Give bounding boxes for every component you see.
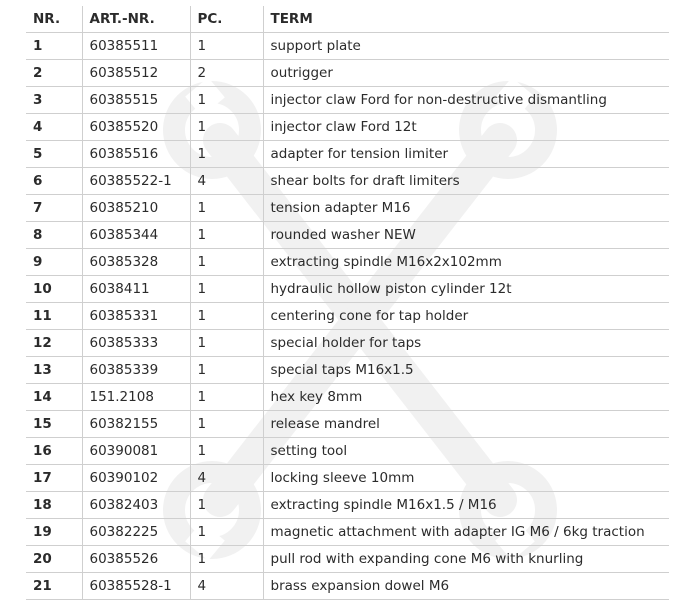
table-row — [26, 357, 669, 384]
row-term: support plate — [263, 33, 669, 60]
row-art-nr: 60385512 — [82, 60, 190, 87]
row-nr: 19 — [26, 519, 82, 546]
header-pc: PC. — [190, 6, 263, 33]
row-pc: 1 — [190, 33, 263, 60]
row-term: brass expansion dowel M6 — [263, 573, 669, 600]
table-row — [26, 519, 669, 546]
table-row — [26, 87, 669, 114]
row-pc: 1 — [190, 249, 263, 276]
table-row — [26, 195, 669, 222]
row-pc: 1 — [190, 492, 263, 519]
row-art-nr: 60385516 — [82, 141, 190, 168]
row-art-nr: 60390081 — [82, 438, 190, 465]
row-art-nr: 60385511 — [82, 33, 190, 60]
row-pc: 1 — [190, 519, 263, 546]
row-art-nr: 60385520 — [82, 114, 190, 141]
row-nr: 5 — [26, 141, 82, 168]
row-art-nr: 60385210 — [82, 195, 190, 222]
row-pc: 1 — [190, 222, 263, 249]
row-art-nr: 60385328 — [82, 249, 190, 276]
header-art-nr: ART.-NR. — [82, 6, 190, 33]
row-pc: 1 — [190, 195, 263, 222]
row-nr: 16 — [26, 438, 82, 465]
row-nr: 18 — [26, 492, 82, 519]
row-nr: 11 — [26, 303, 82, 330]
table-row — [26, 303, 669, 330]
table-row — [26, 573, 669, 600]
row-nr: 4 — [26, 114, 82, 141]
row-term: outrigger — [263, 60, 669, 87]
row-nr: 7 — [26, 195, 82, 222]
row-pc: 1 — [190, 357, 263, 384]
table-row — [26, 114, 669, 141]
row-pc: 1 — [190, 384, 263, 411]
parts-table — [26, 6, 669, 600]
table-row — [26, 33, 669, 60]
row-nr: 20 — [26, 546, 82, 573]
row-term: hex key 8mm — [263, 384, 669, 411]
table-row — [26, 330, 669, 357]
row-term: locking sleeve 10mm — [263, 465, 669, 492]
table-row — [26, 438, 669, 465]
row-art-nr: 60385515 — [82, 87, 190, 114]
table-row — [26, 411, 669, 438]
row-pc: 1 — [190, 87, 263, 114]
row-art-nr: 60385528-1 — [82, 573, 190, 600]
row-art-nr: 60382403 — [82, 492, 190, 519]
row-nr: 15 — [26, 411, 82, 438]
row-pc: 1 — [190, 438, 263, 465]
row-term: shear bolts for draft limiters — [263, 168, 669, 195]
row-term: tension adapter M16 — [263, 195, 669, 222]
row-art-nr: 60385331 — [82, 303, 190, 330]
row-art-nr: 60385344 — [82, 222, 190, 249]
row-nr: 12 — [26, 330, 82, 357]
row-term: special holder for taps — [263, 330, 669, 357]
row-term: magnetic attachment with adapter IG M6 / 6kg traction — [263, 519, 669, 546]
row-term: setting tool — [263, 438, 669, 465]
row-pc: 1 — [190, 411, 263, 438]
row-nr: 10 — [26, 276, 82, 303]
row-pc: 1 — [190, 330, 263, 357]
row-nr: 14 — [26, 384, 82, 411]
row-term: rounded washer NEW — [263, 222, 669, 249]
row-term: adapter for tension limiter — [263, 141, 669, 168]
table-row — [26, 465, 669, 492]
row-art-nr: 60385526 — [82, 546, 190, 573]
table-row — [26, 141, 669, 168]
table-body — [26, 33, 669, 600]
row-pc: 1 — [190, 546, 263, 573]
row-pc: 2 — [190, 60, 263, 87]
row-nr: 3 — [26, 87, 82, 114]
row-nr: 13 — [26, 357, 82, 384]
table-row — [26, 249, 669, 276]
row-nr: 2 — [26, 60, 82, 87]
row-pc: 4 — [190, 168, 263, 195]
row-pc: 1 — [190, 276, 263, 303]
row-nr: 9 — [26, 249, 82, 276]
row-term: injector claw Ford for non-destructive dismantling — [263, 87, 669, 114]
row-art-nr: 151.2108 — [82, 384, 190, 411]
row-term: injector claw Ford 12t — [263, 114, 669, 141]
row-pc: 1 — [190, 114, 263, 141]
row-term: centering cone for tap holder — [263, 303, 669, 330]
table-header — [26, 6, 669, 33]
row-art-nr: 60390102 — [82, 465, 190, 492]
table-row — [26, 60, 669, 87]
table-row — [26, 492, 669, 519]
row-art-nr: 6038411 — [82, 276, 190, 303]
table-row — [26, 168, 669, 195]
row-art-nr: 60385522-1 — [82, 168, 190, 195]
header-term: TERM — [263, 6, 669, 33]
table-row — [26, 276, 669, 303]
row-term: extracting spindle M16x2x102mm — [263, 249, 669, 276]
row-term: release mandrel — [263, 411, 669, 438]
table-row — [26, 546, 669, 573]
row-pc: 1 — [190, 303, 263, 330]
row-nr: 1 — [26, 33, 82, 60]
row-nr: 17 — [26, 465, 82, 492]
row-nr: 6 — [26, 168, 82, 195]
row-pc: 4 — [190, 573, 263, 600]
row-term: pull rod with expanding cone M6 with knurling — [263, 546, 669, 573]
row-term: special taps M16x1.5 — [263, 357, 669, 384]
table-row — [26, 222, 669, 249]
row-term: hydraulic hollow piston cylinder 12t — [263, 276, 669, 303]
row-art-nr: 60382155 — [82, 411, 190, 438]
row-art-nr: 60385333 — [82, 330, 190, 357]
row-nr: 21 — [26, 573, 82, 600]
row-nr: 8 — [26, 222, 82, 249]
row-pc: 1 — [190, 141, 263, 168]
table-row — [26, 384, 669, 411]
header-nr: NR. — [33, 11, 61, 27]
row-art-nr: 60385339 — [82, 357, 190, 384]
header-row — [26, 6, 669, 33]
row-pc: 4 — [190, 465, 263, 492]
row-art-nr: 60382225 — [82, 519, 190, 546]
row-term: extracting spindle M16x1.5 / M16 — [263, 492, 669, 519]
